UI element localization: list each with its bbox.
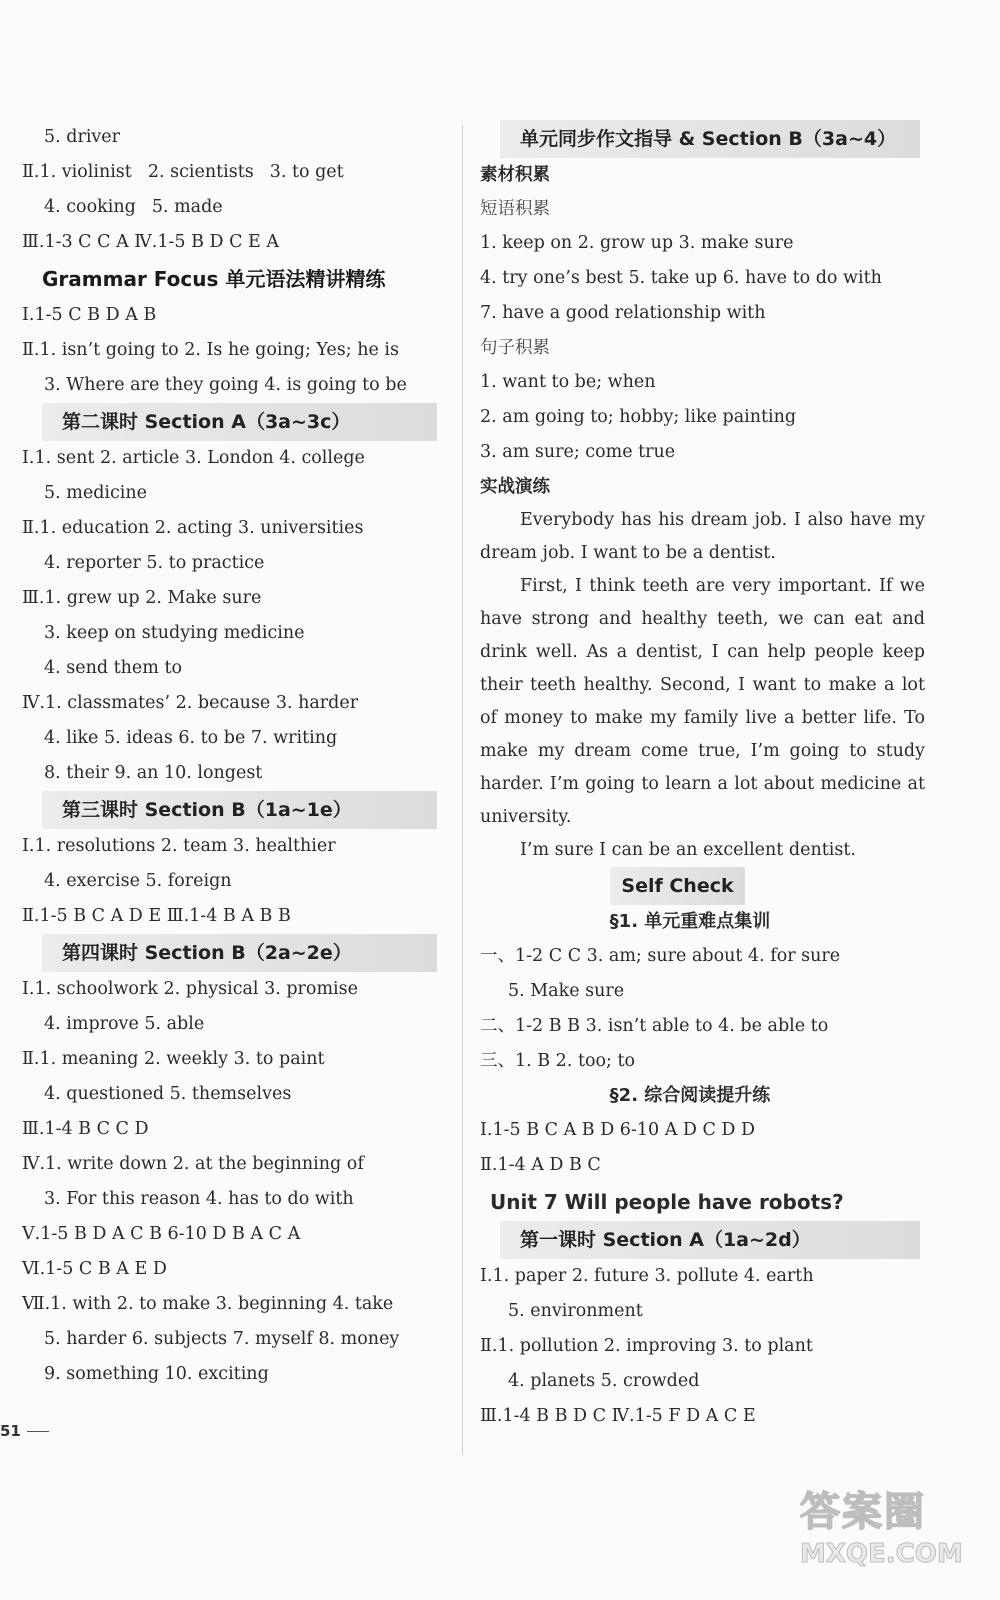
essay-paragraph: Everybody has his dream job. I also have my dream job. I want to be a dentist. xyxy=(480,510,925,563)
section-heading: 第四课时 Section B（2a~2e） xyxy=(42,934,437,972)
answer-item: 1. violinist xyxy=(39,162,132,182)
answer-line: 1. want to be; when xyxy=(480,372,656,392)
essay-paragraph: First, I think teeth are very important. If we have strong and healthy teeth, we can eat and drink well. As a dentist, I can help people keep their teeth healthy. Second, I want to make a lot of money to make my family live a better life. To make my dream come true, I’m going to study harder. I’m going to learn a lot about medicine at university. xyxy=(480,576,925,827)
subsection-title: §1. 单元重难点集训 xyxy=(609,911,771,932)
answer-line: Ⅰ.1. schoolwork 2. physical 3. promise xyxy=(22,979,358,999)
answer-line: Ⅲ.1-4 B B D C Ⅳ.1-5 F D A C E xyxy=(480,1406,756,1426)
subsection-title: 短语积累 xyxy=(480,199,550,219)
answer-line: 1. keep on 2. grow up 3. make sure xyxy=(480,233,794,253)
left-column xyxy=(22,120,450,1392)
answer-line: 4. exercise 5. foreign xyxy=(44,871,232,891)
watermark-logo-text: 答案圈 xyxy=(800,1489,926,1535)
section-heading: 第二课时 Section A（3a~3c） xyxy=(42,403,437,441)
answer-line: 8. their 9. an 10. longest xyxy=(44,763,263,783)
answer-line: Ⅰ.1. sent 2. article 3. London 4. college xyxy=(22,448,365,468)
answer-line: Ⅲ.1-3 C C A Ⅳ.1-5 B D C E A xyxy=(22,232,280,252)
section-heading: 第三课时 Section B（1a~1e） xyxy=(42,791,437,829)
section-heading: 第一课时 Section A（1a~2d） xyxy=(500,1221,920,1259)
answer-line: 4. like 5. ideas 6. to be 7. writing xyxy=(44,728,338,748)
answer-line: Ⅱ.1. meaning 2. weekly 3. to paint xyxy=(22,1049,325,1069)
subsection-title: 实战演练 xyxy=(480,477,550,497)
answer-line: Ⅱ.1-4 A D B C xyxy=(480,1155,601,1175)
answer-line: 4. try one’s best 5. take up 6. have to do with xyxy=(480,268,882,288)
answer-line: 5. driver xyxy=(44,127,121,147)
answer-line: Ⅵ.1-5 C B A E D xyxy=(22,1259,167,1279)
column-divider xyxy=(462,125,463,1455)
answer-line: Ⅰ.1. resolutions 2. team 3. healthier xyxy=(22,836,336,856)
answer-line: 7. have a good relationship with xyxy=(480,303,766,323)
answer-line: 4. questioned 5. themselves xyxy=(44,1084,292,1104)
answer-item: 5. made xyxy=(151,197,223,217)
answer-line: Ⅰ.1-5 C B D A B xyxy=(22,305,157,325)
answer-line: Ⅲ.1. grew up 2. Make sure xyxy=(22,588,262,608)
answer-line: Ⅳ.1. write down 2. at the beginning of xyxy=(22,1154,364,1174)
subsection-title: §2. 综合阅读提升练 xyxy=(609,1085,771,1106)
page-number: 51 xyxy=(0,1422,49,1440)
answer-line: 4. planets 5. crowded xyxy=(508,1371,700,1391)
answer-line: Ⅱ.1. pollution 2. improving 3. to plant xyxy=(480,1336,813,1356)
answer-line: Ⅳ.1. classmates’ 2. because 3. harder xyxy=(22,693,359,713)
answer-line: Ⅴ.1-5 B D A C B 6-10 D B A C A xyxy=(22,1224,301,1244)
section-heading: Grammar Focus 单元语法精讲精练 xyxy=(42,267,386,291)
answer-line: 3. For this reason 4. has to do with xyxy=(44,1189,354,1209)
answer-line: Ⅱ.1-5 B C A D E Ⅲ.1-4 B A B B xyxy=(22,906,291,926)
section-heading: Self Check xyxy=(610,867,745,905)
answer-line xyxy=(22,190,450,225)
answer-line: 5. harder 6. subjects 7. myself 8. money xyxy=(44,1329,400,1349)
answer-line: 一、1-2 C C 3. am; sure about 4. for sure xyxy=(480,946,841,966)
roman-label: Ⅱ. xyxy=(22,162,40,182)
sample-essay xyxy=(480,504,925,867)
answer-line: 5. environment xyxy=(508,1301,643,1321)
answer-line: Ⅲ.1-4 B C C D xyxy=(22,1119,149,1139)
answer-line: Ⅶ.1. with 2. to make 3. beginning 4. take xyxy=(22,1294,394,1314)
answer-line: 3. am sure; come true xyxy=(480,442,676,462)
answer-line: 4. reporter 5. to practice xyxy=(44,553,265,573)
essay-paragraph: I’m sure I can be an excellent dentist. xyxy=(520,840,856,860)
answer-line: 2. am going to; hobby; like painting xyxy=(480,407,797,427)
answer-line: 3. keep on studying medicine xyxy=(44,623,305,643)
subsection-title: 句子积累 xyxy=(480,338,550,358)
answer-line: 4. send them to xyxy=(44,658,183,678)
subsection-title: 素材积累 xyxy=(480,165,550,185)
unit-title: Unit 7 Will people have robots? xyxy=(490,1190,844,1214)
answer-line: 3. Where are they going 4. is going to be xyxy=(44,375,407,395)
answer-line: Ⅱ.1. isn’t going to 2. Is he going; Yes; he is xyxy=(22,340,399,360)
answer-line: 5. medicine xyxy=(44,483,148,503)
right-column xyxy=(480,120,925,1434)
watermark-logo xyxy=(800,1480,980,1585)
answer-line: 三、1. B 2. too; to xyxy=(480,1051,636,1071)
answer-line: 5. Make sure xyxy=(508,981,625,1001)
answer-line: 9. something 10. exciting xyxy=(44,1364,269,1384)
answer-line: Ⅱ.1. education 2. acting 3. universities xyxy=(22,518,364,538)
answer-item: 2. scientists xyxy=(147,162,254,182)
answer-line: 4. improve 5. able xyxy=(44,1014,205,1034)
answer-line xyxy=(22,155,450,190)
answer-item: 4. cooking xyxy=(44,197,136,217)
answer-line: 二、1-2 B B 3. isn’t able to 4. be able to xyxy=(480,1016,829,1036)
watermark-url: MXQE.COM xyxy=(800,1539,963,1569)
answer-line: Ⅰ.1-5 B C A B D 6-10 A D C D D xyxy=(480,1120,756,1140)
answer-item: 3. to get xyxy=(269,162,344,182)
answer-line: Ⅰ.1. paper 2. future 3. pollute 4. earth xyxy=(480,1266,814,1286)
section-heading: 单元同步作文指导 & Section B（3a~4） xyxy=(500,120,920,158)
